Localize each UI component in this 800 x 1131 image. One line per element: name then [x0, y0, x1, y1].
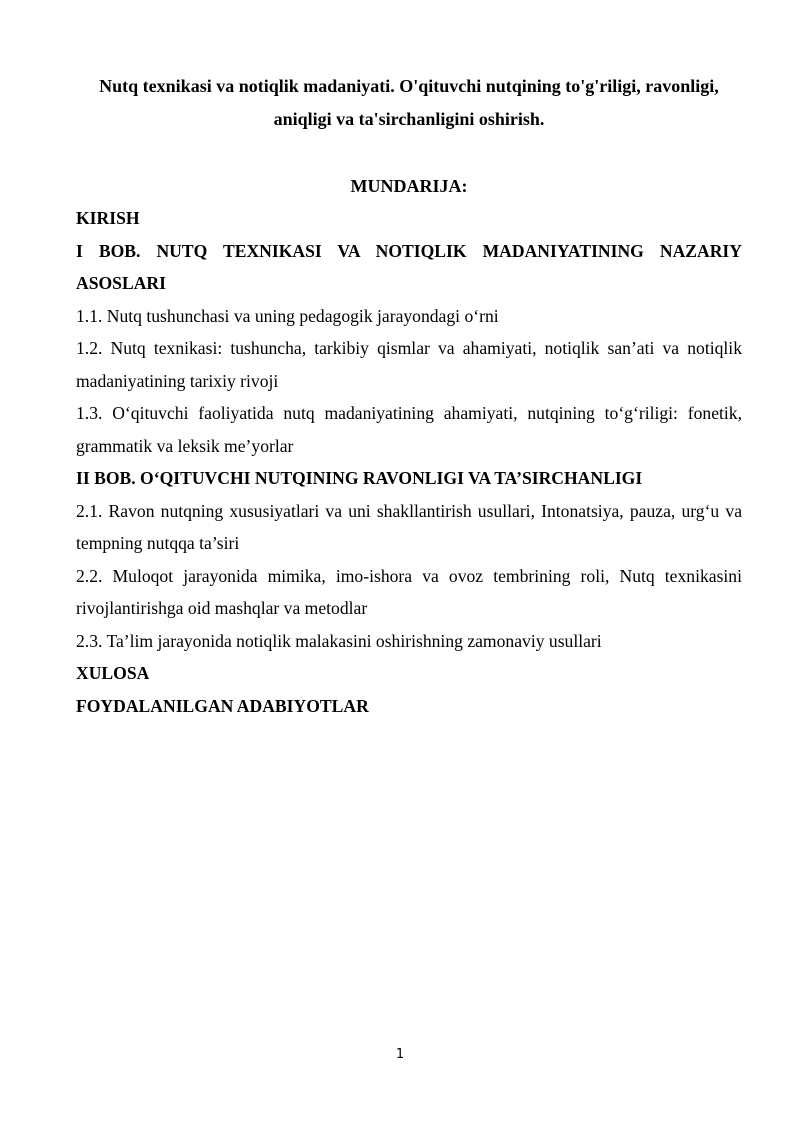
toc-entry-1-2: 1.2. Nutq texnikasi: tushuncha, tarkibiy qismlar va ahamiyati, notiqlik san’ati va notiqlik madaniyatining tarixiy rivoji: [76, 338, 742, 391]
toc-entry-2-3: 2.3. Ta’lim jarayonida notiqlik malakasini oshirishning zamonaviy usullari: [76, 630, 602, 651]
toc-heading: MUNDARIJA:: [350, 176, 468, 196]
table-of-contents: [76, 202, 742, 722]
toc-entry-references: FOYDALANILGAN ADABIYOTLAR: [76, 695, 369, 716]
toc-entry-chapter-2: II BOB. O‘QITUVCHI NUTQINING RAVONLIGI VA TA’SIRCHANLIGI: [76, 468, 643, 488]
page-number: 1: [395, 1047, 405, 1062]
toc-entry-kirish: KIRISH: [76, 208, 140, 228]
toc-entry-xulosa: XULOSA: [76, 663, 150, 683]
document-title: Nutq texnikasi va notiqlik madaniyati. O'qituvchi nutqining to'g'riligi, ravonligi, aniqligi va ta'sirchanligini oshirish.: [99, 76, 719, 129]
toc-entry-1-1: 1.1. Nutq tushunchasi va uning pedagogik jarayondagi o‘rni: [76, 305, 499, 326]
toc-entry-2-2: 2.2. Muloqot jarayonida mimika, imo-ishora va ovoz tembrining roli, Nutq texnikasini rivojlantirishga oid mashqlar va metodlar: [76, 565, 742, 618]
toc-entry-chapter-1: I BOB. NUTQ TEXNIKASI VA NOTIQLIK MADANIYATINING NAZARIY ASOSLARI: [76, 240, 742, 293]
toc-entry-2-1: 2.1. Ravon nutqning xususiyatlari va uni shakllantirish usullari, Intonatsiya, pauza, urg‘u va tempning nutqqa ta’siri: [76, 500, 742, 553]
toc-entry-1-3: 1.3. O‘qituvchi faoliyatida nutq madaniyatining ahamiyati, nutqining to‘g‘riligi: fonetik, grammatik va leksik me’yorlar: [76, 403, 742, 456]
